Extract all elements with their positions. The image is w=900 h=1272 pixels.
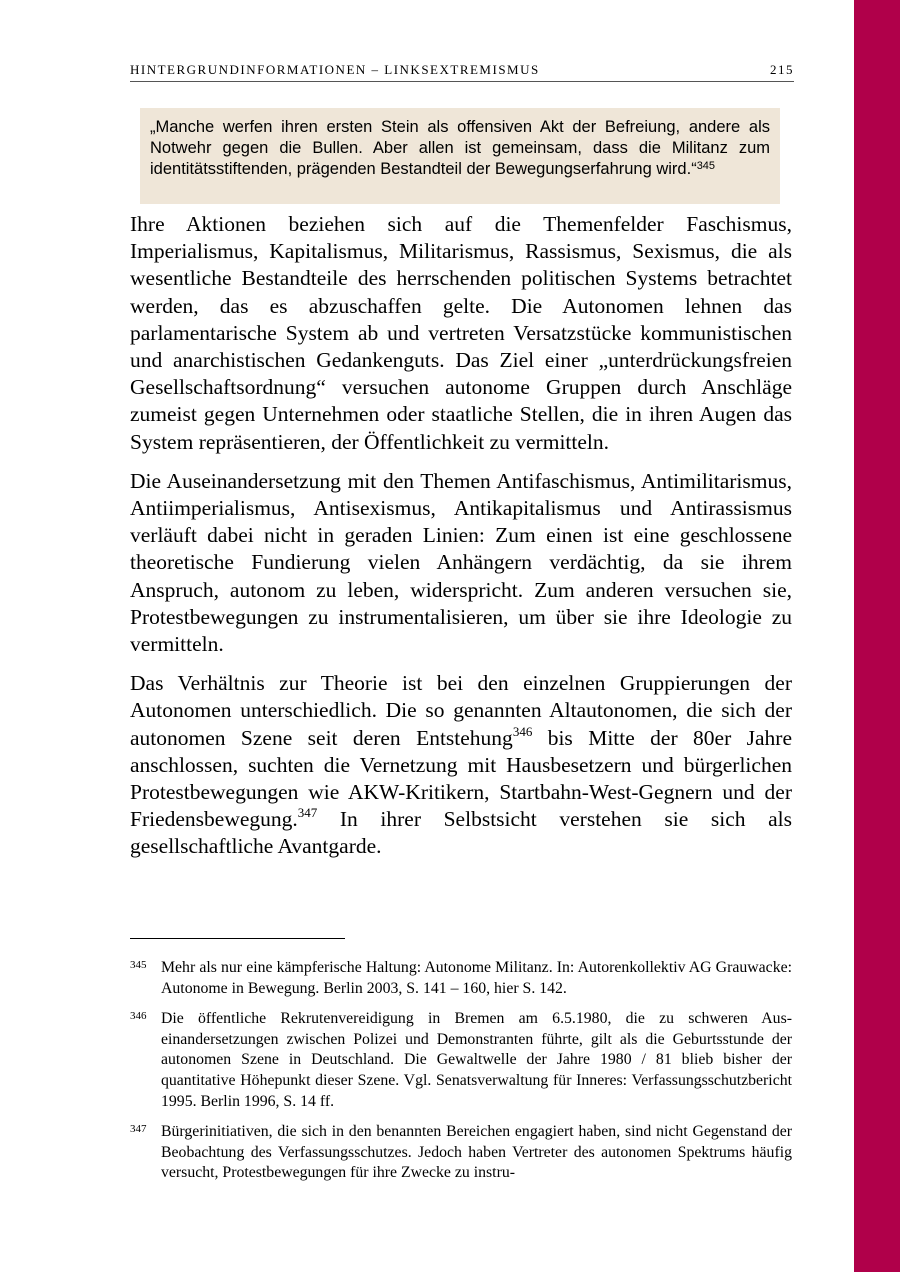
quote-footnote-ref[interactable]: 345 (696, 160, 716, 172)
quote-text: „Manche werfen ihren ersten Stein als offensiven Akt der Befreiung, andere als Notwehr gegen die Bullen. Aber allen ist gemeinsam, dass die Militanz zum identitätsstiftenden, prägenden Bestandteil der Bewegungserfahrung wird.“ (150, 118, 770, 178)
body-text (130, 211, 792, 873)
quote-box (140, 108, 780, 204)
page-number: 215 (770, 62, 794, 77)
footnote-number: 347 (130, 1123, 147, 1136)
footnote (130, 958, 792, 999)
footnote-text: Mehr als nur eine kämpferische Haltung: Autonome Militanz. In: Autorenkollektiv AG Grauwacke: Autonome in Bewegung. Berlin 2003, S. 141 – 160, hier S. 142. (161, 959, 792, 997)
footnote-text: Die öffentliche Rekrutenvereidigung in Bremen am 6.5.1980, die zu schweren Auseinandersetzungen zwischen Polizei und Demonstranten führte, gilt als die Geburtsstunde der autonomen Szene in Deutschland. Die Gewaltwelle der Jahre 1980 / 81 blieb bisher der quantitative Höhepunkt dieser Szene. Vgl. Senatsverwaltung für Inneres: Verfassungsschutzbericht 1995. Berlin 1996, S. 14 ff. (161, 1010, 792, 1110)
running-header (130, 62, 794, 82)
footnote-ref-346[interactable]: 346 (512, 723, 533, 739)
footnote-separator (130, 938, 345, 939)
footnote-number: 345 (130, 959, 147, 971)
paragraph-1: Ihre Aktionen beziehen sich auf die Themenfelder Faschismus, Imperialismus, Kapitalismus, Militarismus, Rassismus, Sexismus, die als wesentliche Bestandteile des herrschenden politischen Systems betrachtet werden, das es abzuschaffen gelte. Die Autonomen lehnen das parlamentarische System ab und vertreten Versatzstücke kommunistischen und anarchistischen Gedankenguts. Das Ziel einer „unterdrückungsfreien Gesellschaftsordnung“ versuchen autonome Gruppen durch Anschläge zumeist gegen Unternehmen oder staatliche Stellen, die in ihren Augen das System repräsentieren, der Öffentlichkeit zu vermitteln. (130, 212, 792, 454)
footnote (130, 1009, 792, 1112)
page-edge-color-bar (854, 0, 900, 1272)
paragraph-2: Die Auseinandersetzung mit den Themen Antifaschismus, Antimilitarismus, Antiimperialismus, Antisexismus, Antikapitalismus und Antirassismus verläuft dabei nicht in geraden Linien: Zum einen ist eine geschlossene theoretische Fundierung vielen Anhängern verdächtig, da sie ihrem Anspruch, autonom zu leben, widerspricht. Zum anderen versuchen sie, Protestbewegungen zu instrumentalisieren, um über sie ihre Ideologie zu vermitteln. (130, 468, 792, 657)
paragraph-3-part-a: Das Verhältnis zur Theorie ist bei den einzelnen Gruppierungen der Autonomen unterschiedlich. Die so genannten Altautonomen, die sich der autonomen Szene seit deren Entstehung (130, 671, 792, 750)
footnote-text: Bürgerinitiativen, die sich in den benannten Bereichen engagiert haben, sind nicht Gegenstand der Beobachtung des Verfassungsschutzes. Jedoch haben Vertreter des autonomen Spektrums häufig versucht, Protestbewegungen für ihre Zwecke zu instru- (161, 1123, 792, 1182)
footnote-ref-347[interactable]: 347 (297, 805, 318, 821)
paragraph-3-part-c: In ihrer Selbstsicht verstehen sie sich als gesellschaftliche Avantgarde. (130, 807, 792, 859)
paragraph-3 (130, 670, 792, 860)
footnote-number: 346 (130, 1010, 147, 1023)
footnotes (130, 958, 792, 1194)
footnote (130, 1122, 792, 1184)
header-title: HINTERGRUNDINFORMATIONEN – LINKSEXTREMISMUS (130, 62, 540, 77)
paragraph-3-part-b: bis Mitte der 80er Jahre anschlossen, suchten die Vernetzung mit Hausbesetzern und bürgerlichen Protestbewegungen wie AKW-Kritikern, Startbahn-West-Gegnern und der Friedensbewegung. (130, 725, 792, 832)
